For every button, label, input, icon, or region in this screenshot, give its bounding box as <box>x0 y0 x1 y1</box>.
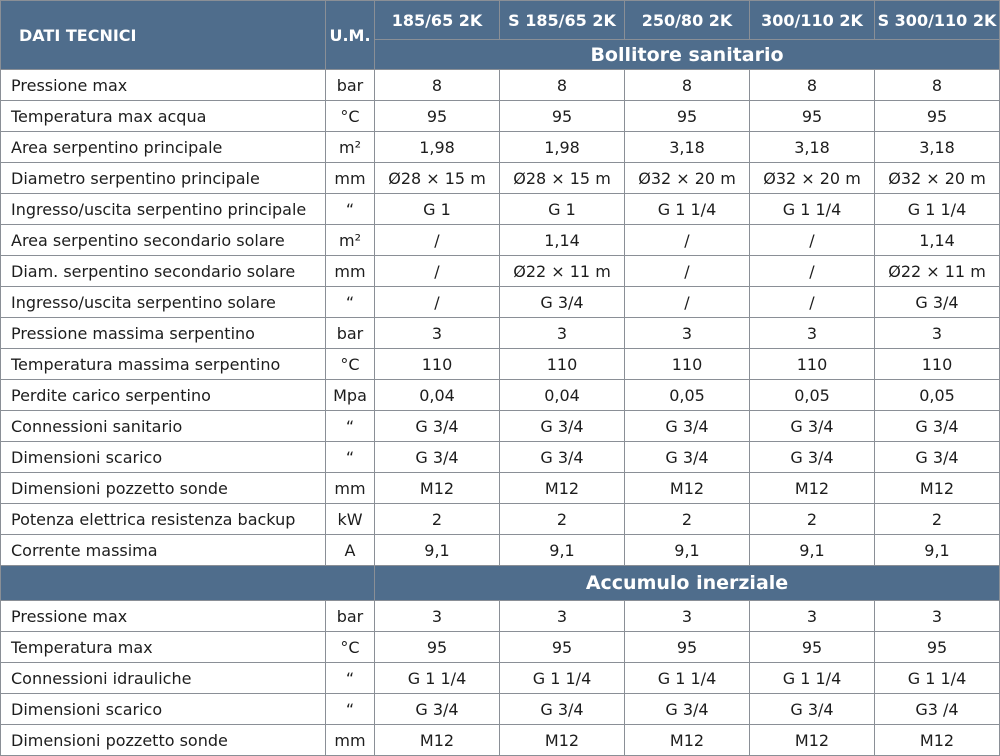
cell-value: 2 <box>875 504 1000 535</box>
cell-value: 95 <box>500 632 625 663</box>
cell-value: 3 <box>625 318 750 349</box>
cell-value: G 3/4 <box>750 442 875 473</box>
row-unit: bar <box>326 318 375 349</box>
row-label: Temperatura max <box>1 632 326 663</box>
cell-value: Ø22 × 11 m <box>500 256 625 287</box>
table-row <box>1 725 1000 756</box>
cell-value: 9,1 <box>625 535 750 566</box>
cell-value: 95 <box>750 101 875 132</box>
cell-value: M12 <box>750 473 875 504</box>
cell-value: 3 <box>750 318 875 349</box>
cell-value: 95 <box>750 632 875 663</box>
cell-value: 9,1 <box>375 535 500 566</box>
cell-value: 110 <box>875 349 1000 380</box>
cell-value: 8 <box>500 70 625 101</box>
cell-value: G 3/4 <box>875 442 1000 473</box>
cell-value: / <box>625 287 750 318</box>
cell-value: M12 <box>500 473 625 504</box>
row-label: Temperatura max acqua <box>1 101 326 132</box>
row-unit: bar <box>326 601 375 632</box>
cell-value: 110 <box>500 349 625 380</box>
cell-value: 95 <box>500 101 625 132</box>
cell-value: 0,05 <box>750 380 875 411</box>
cell-value: 3 <box>375 601 500 632</box>
cell-value: / <box>750 287 875 318</box>
row-unit: °C <box>326 632 375 663</box>
table-row <box>1 694 1000 725</box>
cell-value: 3,18 <box>875 132 1000 163</box>
table-row <box>1 473 1000 504</box>
cell-value: 8 <box>875 70 1000 101</box>
cell-value: 110 <box>375 349 500 380</box>
cell-value: 8 <box>750 70 875 101</box>
cell-value: M12 <box>750 725 875 756</box>
cell-value: G 1 1/4 <box>375 663 500 694</box>
cell-value: G 3/4 <box>750 411 875 442</box>
table-row <box>1 101 1000 132</box>
cell-value: / <box>625 225 750 256</box>
row-label: Pressione massima serpentino <box>1 318 326 349</box>
model-header: 250/80 2K <box>625 1 750 40</box>
cell-value: 95 <box>375 632 500 663</box>
table-row <box>1 632 1000 663</box>
cell-value: G 1 1/4 <box>875 194 1000 225</box>
row-label: Dimensioni scarico <box>1 694 326 725</box>
cell-value: 3 <box>875 318 1000 349</box>
group-title-bollitore: Bollitore sanitario <box>375 40 1000 70</box>
row-label: Ingresso/uscita serpentino solare <box>1 287 326 318</box>
group-title-accumulo: Accumulo inerziale <box>375 566 1000 601</box>
cell-value: 95 <box>875 101 1000 132</box>
row-unit: mm <box>326 725 375 756</box>
cell-value: 1,14 <box>875 225 1000 256</box>
cell-value: 110 <box>750 349 875 380</box>
table-row <box>1 163 1000 194</box>
row-unit: m² <box>326 225 375 256</box>
row-unit: bar <box>326 70 375 101</box>
cell-value: 0,04 <box>500 380 625 411</box>
cell-value: M12 <box>875 725 1000 756</box>
table-row <box>1 287 1000 318</box>
row-unit: “ <box>326 694 375 725</box>
row-label: Area serpentino secondario solare <box>1 225 326 256</box>
cell-value: M12 <box>375 473 500 504</box>
table-row <box>1 70 1000 101</box>
cell-value: / <box>750 225 875 256</box>
cell-value: 9,1 <box>750 535 875 566</box>
cell-value: 3,18 <box>625 132 750 163</box>
cell-value: 1,14 <box>500 225 625 256</box>
cell-value: M12 <box>625 725 750 756</box>
table-row <box>1 663 1000 694</box>
table-row <box>1 411 1000 442</box>
cell-value: G 1 1/4 <box>625 194 750 225</box>
row-label: Diam. serpentino secondario solare <box>1 256 326 287</box>
cell-value: G 3/4 <box>500 411 625 442</box>
model-header: 185/65 2K <box>375 1 500 40</box>
row-unit: mm <box>326 473 375 504</box>
cell-value: 95 <box>625 632 750 663</box>
cell-value: Ø22 × 11 m <box>875 256 1000 287</box>
row-label: Corrente massima <box>1 535 326 566</box>
row-unit: A <box>326 535 375 566</box>
cell-value: G 3/4 <box>500 694 625 725</box>
cell-value: / <box>375 287 500 318</box>
cell-value: 3 <box>625 601 750 632</box>
cell-value: 3 <box>500 601 625 632</box>
cell-value: M12 <box>375 725 500 756</box>
row-label: Dimensioni scarico <box>1 442 326 473</box>
cell-value: M12 <box>875 473 1000 504</box>
row-unit: mm <box>326 163 375 194</box>
table-row <box>1 535 1000 566</box>
cell-value: 2 <box>375 504 500 535</box>
cell-value: 3 <box>875 601 1000 632</box>
table-row <box>1 442 1000 473</box>
row-label: Pressione max <box>1 601 326 632</box>
row-label: Temperatura massima serpentino <box>1 349 326 380</box>
cell-value: / <box>625 256 750 287</box>
cell-value: G 3/4 <box>625 411 750 442</box>
row-label: Pressione max <box>1 70 326 101</box>
cell-value: 3 <box>375 318 500 349</box>
row-label: Area serpentino principale <box>1 132 326 163</box>
cell-value: 9,1 <box>500 535 625 566</box>
cell-value: G 3/4 <box>500 287 625 318</box>
cell-value: G 1 1/4 <box>625 663 750 694</box>
row-label: Ingresso/uscita serpentino principale <box>1 194 326 225</box>
row-unit: “ <box>326 411 375 442</box>
cell-value: 95 <box>625 101 750 132</box>
table-row <box>1 132 1000 163</box>
model-header: S 300/110 2K <box>875 1 1000 40</box>
table-row <box>1 194 1000 225</box>
cell-value: G 3/4 <box>375 694 500 725</box>
cell-value: G 3/4 <box>875 411 1000 442</box>
table-row <box>1 225 1000 256</box>
cell-value: 95 <box>875 632 1000 663</box>
row-unit: “ <box>326 194 375 225</box>
cell-value: G 3/4 <box>750 694 875 725</box>
cell-value: G 3/4 <box>875 287 1000 318</box>
cell-value: 0,05 <box>875 380 1000 411</box>
row-unit: kW <box>326 504 375 535</box>
cell-value: 2 <box>500 504 625 535</box>
cell-value: 3 <box>500 318 625 349</box>
cell-value: / <box>375 256 500 287</box>
row-unit: “ <box>326 663 375 694</box>
cell-value: 95 <box>375 101 500 132</box>
row-label: Dimensioni pozzetto sonde <box>1 473 326 504</box>
table-row <box>1 256 1000 287</box>
cell-value: G 1 1/4 <box>500 663 625 694</box>
table-row <box>1 349 1000 380</box>
row-unit: mm <box>326 256 375 287</box>
cell-value: G 3/4 <box>375 411 500 442</box>
header-unit: U.M. <box>326 1 375 70</box>
header-dati-tecnici: DATI TECNICI <box>1 1 326 70</box>
cell-value: G3 /4 <box>875 694 1000 725</box>
cell-value: Ø32 × 20 m <box>750 163 875 194</box>
row-label: Connessioni idrauliche <box>1 663 326 694</box>
row-unit: °C <box>326 349 375 380</box>
cell-value: G 3/4 <box>625 694 750 725</box>
cell-value: G 1 1/4 <box>750 194 875 225</box>
cell-value: G 1 1/4 <box>750 663 875 694</box>
cell-value: 2 <box>750 504 875 535</box>
table-row <box>1 504 1000 535</box>
row-unit: “ <box>326 287 375 318</box>
table-row <box>1 380 1000 411</box>
cell-value: 8 <box>625 70 750 101</box>
cell-value: 110 <box>625 349 750 380</box>
row-unit: °C <box>326 101 375 132</box>
row-label: Connessioni sanitario <box>1 411 326 442</box>
section-spacer <box>1 566 375 601</box>
cell-value: 0,04 <box>375 380 500 411</box>
cell-value: Ø28 × 15 m <box>375 163 500 194</box>
row-label: Perdite carico serpentino <box>1 380 326 411</box>
row-label: Dimensioni pozzetto sonde <box>1 725 326 756</box>
cell-value: 0,05 <box>625 380 750 411</box>
cell-value: 2 <box>625 504 750 535</box>
cell-value: 1,98 <box>500 132 625 163</box>
cell-value: Ø28 × 15 m <box>500 163 625 194</box>
cell-value: / <box>750 256 875 287</box>
cell-value: 3,18 <box>750 132 875 163</box>
row-unit: Mpa <box>326 380 375 411</box>
cell-value: G 3/4 <box>375 442 500 473</box>
cell-value: G 3/4 <box>625 442 750 473</box>
cell-value: / <box>375 225 500 256</box>
cell-value: 3 <box>750 601 875 632</box>
cell-value: M12 <box>500 725 625 756</box>
cell-value: G 1 <box>375 194 500 225</box>
cell-value: 9,1 <box>875 535 1000 566</box>
table-row <box>1 601 1000 632</box>
model-header: 300/110 2K <box>750 1 875 40</box>
row-label: Potenza elettrica resistenza backup <box>1 504 326 535</box>
cell-value: Ø32 × 20 m <box>875 163 1000 194</box>
cell-value: G 3/4 <box>500 442 625 473</box>
table-row <box>1 318 1000 349</box>
row-label: Diametro serpentino principale <box>1 163 326 194</box>
model-header: S 185/65 2K <box>500 1 625 40</box>
row-unit: m² <box>326 132 375 163</box>
cell-value: G 1 <box>500 194 625 225</box>
cell-value: M12 <box>625 473 750 504</box>
row-unit: “ <box>326 442 375 473</box>
cell-value: 8 <box>375 70 500 101</box>
cell-value: 1,98 <box>375 132 500 163</box>
cell-value: G 1 1/4 <box>875 663 1000 694</box>
cell-value: Ø32 × 20 m <box>625 163 750 194</box>
